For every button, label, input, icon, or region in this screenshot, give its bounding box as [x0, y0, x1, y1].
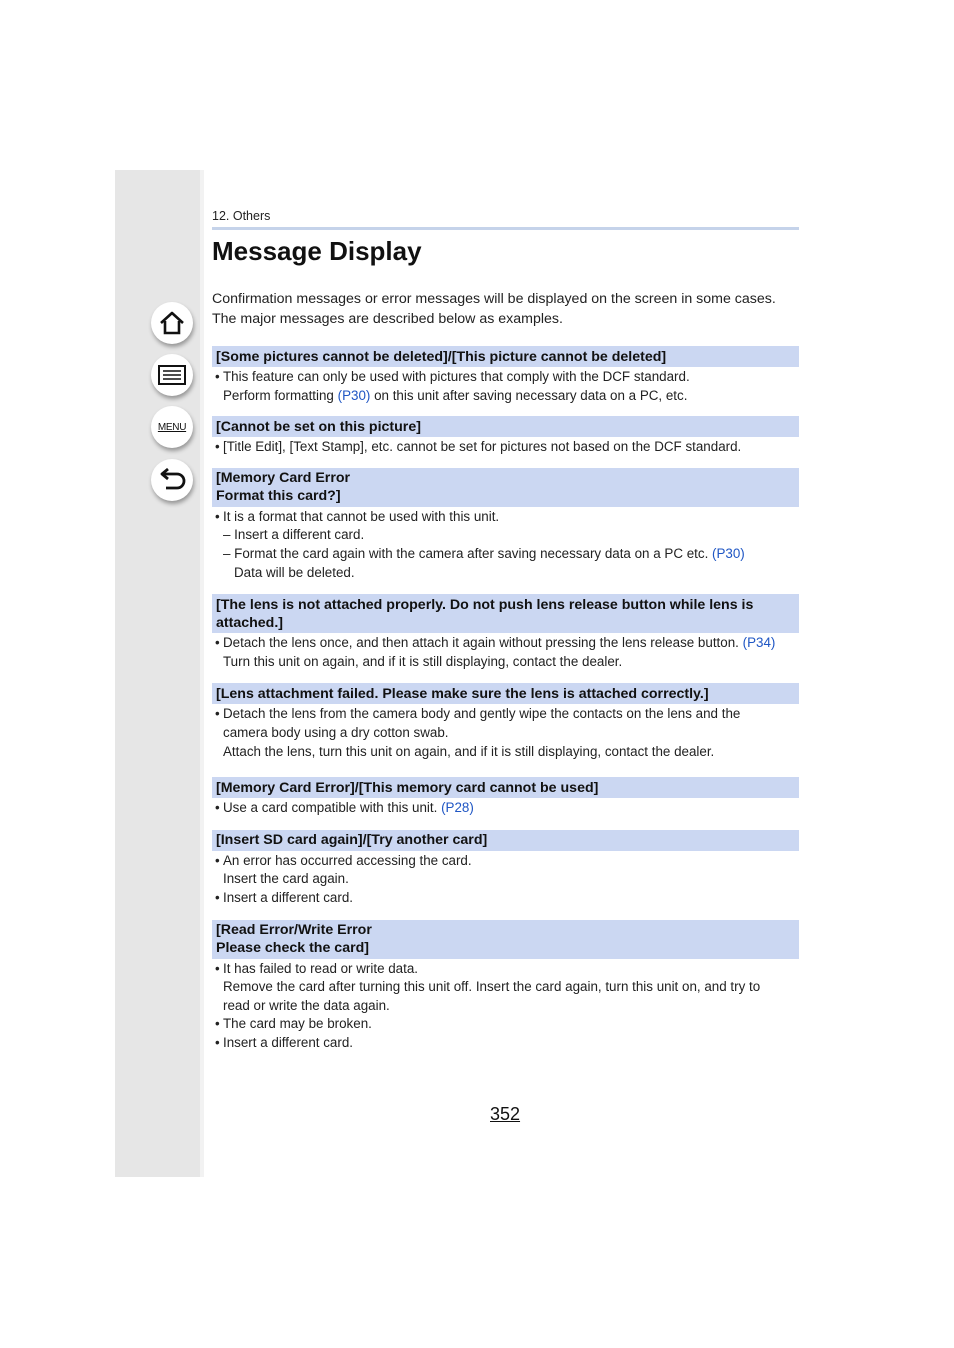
body-line	[212, 978, 799, 997]
page-number: 352	[490, 1104, 521, 1124]
body-text: camera body using a dry cotton swab.	[223, 724, 449, 740]
bullet-item	[212, 799, 799, 818]
section-header	[212, 830, 799, 851]
return-arrow-icon	[158, 468, 186, 492]
section-header-line: [Cannot be set on this picture]	[216, 418, 421, 435]
body-line	[212, 743, 799, 762]
section-header	[212, 683, 799, 704]
body-line	[212, 653, 799, 672]
body-line	[212, 545, 799, 564]
body-line	[212, 387, 799, 406]
section-body	[212, 851, 799, 908]
intro-text	[212, 290, 802, 329]
message-section	[212, 830, 799, 908]
page-reference-link[interactable]: (P30)	[337, 387, 371, 403]
breadcrumb: 12. Others	[212, 209, 271, 223]
section-header-line: [Memory Card Error	[216, 470, 351, 487]
menu-button[interactable]	[151, 406, 193, 448]
bullet-item	[212, 1015, 799, 1034]
section-header	[212, 346, 799, 367]
body-text: Detach the lens once, and then attach it again without pressing the lens release button.	[223, 635, 743, 651]
section-header-line: [The lens is not attached properly. Do not push lens release button while lens is	[216, 596, 754, 613]
section-header-line: Format this card?]	[216, 488, 341, 505]
body-text: This feature can only be used with pictures that comply with the DCF standard.	[223, 369, 690, 384]
header-rule	[212, 227, 799, 230]
body-text: – Insert a different card.	[223, 527, 365, 543]
section-body	[212, 798, 799, 818]
intro-line: The major messages are described below as examples.	[212, 310, 563, 327]
body-text: It has failed to read or write data.	[223, 960, 419, 976]
bullet-item	[212, 508, 799, 527]
page-reference-link[interactable]: (P28)	[441, 800, 474, 816]
list-icon	[157, 364, 187, 386]
body-line	[212, 997, 799, 1016]
section-header-line: attached.]	[216, 614, 284, 631]
message-section	[212, 920, 799, 1053]
body-text: Remove the card after turning this unit off. Insert the card again, turn this unit on, and try to	[223, 979, 761, 995]
message-section	[212, 416, 799, 457]
body-text: read or write the data again.	[223, 997, 390, 1013]
page-title: Message Display	[212, 236, 422, 266]
bullet-item	[212, 852, 799, 871]
section-body	[212, 959, 799, 1053]
section-header	[212, 920, 799, 959]
body-text: Insert a different card.	[223, 889, 354, 905]
message-section	[212, 468, 799, 582]
section-body	[212, 633, 799, 671]
body-text: Data will be deleted.	[234, 564, 355, 580]
body-text: Insert the card again.	[223, 871, 349, 887]
body-text: [Title Edit], [Text Stamp], etc. cannot be set for pictures not based on the DCF standard.	[223, 439, 742, 455]
section-header-line: [Lens attachment failed. Please make sure the lens is attached correctly.]	[216, 685, 709, 702]
body-text: Insert a different card.	[223, 1034, 354, 1050]
sidebar-edge	[200, 170, 204, 1177]
body-text: Attach the lens, turn this unit on again, and if it is still displaying, contact the dealer.	[223, 743, 715, 759]
message-section	[212, 683, 799, 761]
section-header	[212, 468, 799, 507]
body-line	[212, 724, 799, 743]
body-text: Perform formatting	[223, 387, 338, 403]
bullet-item	[212, 368, 799, 387]
section-body	[212, 367, 799, 405]
home-icon	[158, 310, 186, 336]
message-section	[212, 594, 799, 671]
body-line	[212, 526, 799, 545]
page-reference-link[interactable]: (P34)	[742, 635, 776, 651]
body-text: on this unit after saving necessary data on a PC, etc.	[370, 387, 688, 403]
section-header	[212, 777, 799, 798]
bullet-item	[212, 960, 799, 979]
body-text: It is a format that cannot be used with this unit.	[223, 508, 500, 524]
body-text: Detach the lens from the camera body and gently wipe the contacts on the lens and the	[223, 706, 741, 722]
menu-label: MENU	[157, 421, 187, 433]
bullet-item	[212, 438, 799, 457]
section-body	[212, 704, 799, 761]
body-text: Use a card compatible with this unit.	[223, 800, 442, 816]
body-text: Turn this unit on again, and if it is still displaying, contact the dealer.	[223, 653, 623, 669]
body-text: The card may be broken.	[223, 1016, 372, 1032]
section-body	[212, 507, 799, 582]
message-sections	[212, 346, 799, 1052]
section-header-line: [Some pictures cannot be deleted]/[This picture cannot be deleted]	[216, 348, 667, 365]
body-text: – Format the card again with the camera after saving necessary data on a PC etc.	[223, 545, 713, 561]
bullet-item	[212, 1034, 799, 1053]
bullet-item	[212, 634, 799, 653]
section-header-line: Please check the card]	[216, 940, 369, 956]
home-button[interactable]	[151, 302, 193, 344]
section-body	[212, 437, 799, 457]
bullet-item	[212, 889, 799, 908]
message-section	[212, 777, 799, 818]
section-header	[212, 594, 799, 633]
bullet-item	[212, 705, 799, 724]
page-reference-link[interactable]: (P30)	[712, 545, 745, 561]
message-section	[212, 346, 799, 405]
intro-line: Confirmation messages or error messages will be displayed on the screen in some cases.	[212, 291, 776, 307]
body-text: An error has occurred accessing the card.	[223, 852, 472, 868]
back-button[interactable]	[151, 459, 193, 501]
section-header	[212, 416, 799, 437]
contents-button[interactable]	[151, 354, 193, 396]
body-line	[212, 870, 799, 889]
body-line	[212, 564, 799, 583]
section-header-line: [Memory Card Error]/[This memory card cannot be used]	[216, 779, 599, 796]
section-header-line: [Insert SD card again]/[Try another card]	[216, 832, 488, 849]
section-header-line: [Read Error/Write Error	[216, 922, 372, 938]
